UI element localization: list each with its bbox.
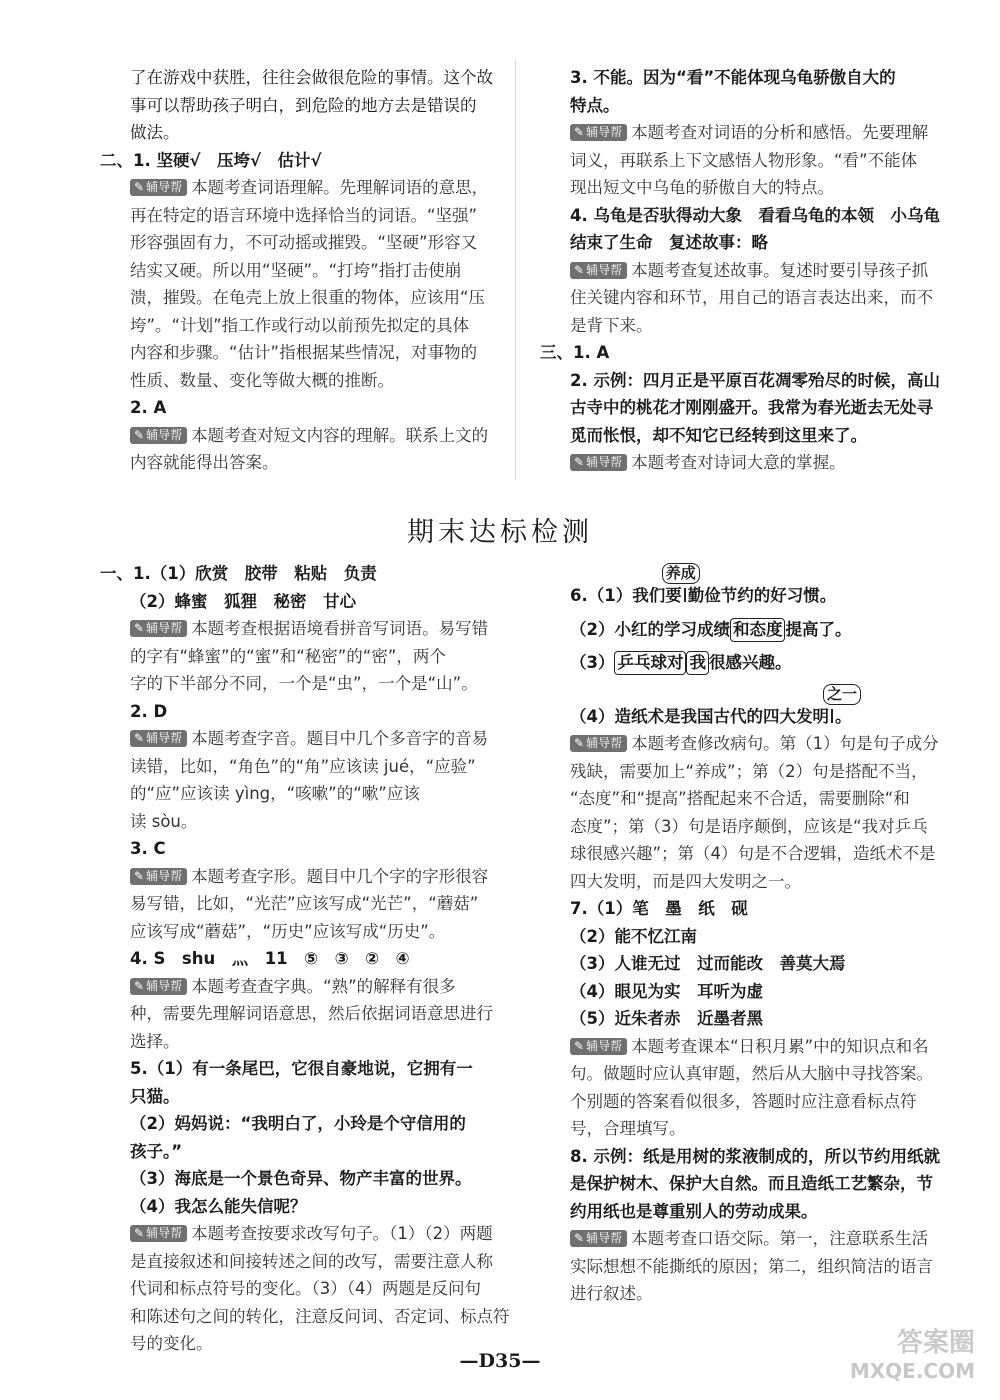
- answer-q6-2: （2）小红的学习成绩 和态度 提高了。: [540, 616, 970, 644]
- note-line: 是直接叙述和间接转述之间的改写，需要注意人称: [130, 1251, 493, 1271]
- note-line: “态度”和“提高”搭配起来不合适，需要删除“和: [570, 789, 910, 808]
- note-line: 态度”；第（3）句是语序颠倒，应该是“我对乒乓: [570, 816, 928, 836]
- pencil-icon: ✎ 辅导帮: [130, 978, 187, 995]
- note-line: 号的变化。: [130, 1334, 213, 1353]
- note-line: 代词和标点符号的变化。（3）（4）两题是反问句: [130, 1279, 481, 1298]
- note-line: 结实又硬。所以用“坚硬”。“打垮”指打击使崩: [130, 260, 462, 280]
- text-line: 了在游戏中获胜，往往会做很危险的事情。这个故: [130, 68, 493, 87]
- note-line: 选择。: [130, 1031, 180, 1051]
- pencil-icon: ✎ 辅导帮: [130, 620, 187, 637]
- note-line: ✎ 辅导帮 本题考查复述故事。复述时要引导孩子抓: [540, 257, 970, 285]
- note-line: 溃，摧毁。在龟壳上放上很重的物体，应该用“压: [130, 288, 486, 307]
- answer-q5: （2）妈妈说：“我明白了，小玲是个守信用的: [130, 1114, 466, 1133]
- note-line: 号，合理填写。: [570, 1119, 686, 1138]
- watermark: 答案圈 MXQE.COM: [849, 1328, 975, 1383]
- pencil-icon: ✎ 辅导帮: [570, 1230, 627, 1247]
- note-line: ✎ 辅导帮 本题考查对诗词大意的掌握。: [540, 449, 970, 477]
- answer-q5: 孩子。”: [130, 1141, 183, 1161]
- note-line: ✎ 辅导帮 本题考查按要求改写句子。（1）（2）两题: [100, 1220, 510, 1248]
- note-line: 易写错，比如，“光茫”应该写成“光芒”，“蘑菇”: [130, 894, 479, 913]
- note-line: 住关键内容和环节，用自己的语言表达出来，而不: [570, 288, 933, 307]
- answer-q3: 3. 不能。因为“看”不能体现乌龟骄傲自大的: [570, 68, 896, 87]
- note-line: 垮”。“计划”指工作或行动以前预先拟定的具体: [130, 315, 470, 335]
- note-line: 内容和步骤。“估计”指根据某些情况，对事物的: [130, 343, 478, 362]
- insert-mark: 之一: [823, 684, 861, 705]
- answer-q8: 8. 示例：纸是用树的浆液制成的，所以节约用纸就: [570, 1146, 940, 1166]
- text-line: 做法。: [130, 123, 180, 142]
- answer-q4: 4. S shu 灬 11 ⑤ ③ ② ④: [130, 949, 410, 968]
- bottom-left-column: [100, 560, 510, 1358]
- answer-s3-2: 2. 示例：四月正是平原百花凋零殆尽的时候，高山: [570, 370, 940, 390]
- top-right-column: [540, 64, 970, 477]
- note-line: 的字有“蜂蜜”的“蜜”和“秘密”的“密”，两个: [130, 646, 446, 666]
- answer-s3-1: 三、1. A: [540, 343, 610, 362]
- answer-q3: 特点。: [570, 95, 620, 115]
- answer-q8: 是保护树木、保护大自然。而且造纸工艺繁杂，节: [570, 1174, 933, 1193]
- answer-q5: （3）海底是一个景色奇异、物产丰富的世界。: [130, 1169, 472, 1188]
- answer-q7: （4）眼见为实 耳听为虚: [570, 981, 763, 1001]
- note-line: 形容强固有力，不可动摇或摧毁。“坚硬”形容又: [130, 233, 478, 252]
- delete-mark: 和态度: [730, 618, 786, 642]
- note-line: ✎ 辅导帮 本题考查词语理解。先理解词语的意思，: [100, 174, 510, 202]
- answer-q2-2: 2. A: [130, 398, 167, 417]
- insert-mark: 养成: [662, 563, 700, 584]
- answer-q2: 2. D: [130, 701, 168, 721]
- answer-q6-1: 6.（1）我们要 养成 勤俭节约的好习惯。: [570, 564, 837, 605]
- note-line: ✎ 辅导帮 本题考查字形。题目中几个字的字形很容: [100, 863, 510, 891]
- note-line: ✎ 辅导帮 本题考查口语交际。第一，注意联系生活: [540, 1225, 970, 1253]
- answer-q7: 7.（1）笔 墨 纸 砚: [570, 899, 748, 918]
- caret-icon: [684, 588, 686, 602]
- note-line: 球很感兴趣”；第（4）句是不合逻辑，造纸术不是: [570, 844, 936, 863]
- pencil-icon: ✎ 辅导帮: [570, 262, 627, 279]
- answer-q6-4: （4）造纸术是我国古代的四大发明 之一 。: [540, 703, 970, 731]
- caret-icon: [831, 709, 833, 723]
- note-line: ✎ 辅导帮 本题考查修改病句。第（1）句是句子成分: [540, 730, 970, 758]
- answer-q8: 约用纸也是尊重别人的劳动成果。: [570, 1201, 818, 1221]
- note-line: 应该写成“蘑菇”，“历史”应该写成“历史”。: [130, 921, 446, 941]
- note-line: 内容就能得出答案。: [130, 453, 279, 472]
- note-line: 句。做题时应认真审题，然后从大脑中寻找答案。: [570, 1064, 933, 1083]
- note-line: 字的下半部分不同，一个是“虫”，一个是“山”。: [130, 674, 478, 693]
- pencil-icon: ✎ 辅导帮: [570, 735, 627, 752]
- answer-q3: 3. C: [130, 839, 166, 858]
- note-line: ✎ 辅导帮 本题考查对短文内容的理解。联系上文的: [100, 422, 510, 450]
- note-line: 四大发明，而是四大发明之一。: [570, 871, 801, 891]
- note-line: 读 sòu。: [130, 811, 198, 831]
- note-line: 性质、数量、变化等做大概的推断。: [130, 370, 394, 390]
- answer-s3-2: 古寺中的桃花才刚刚盛开。我常为春光逝去无处寻: [570, 398, 933, 417]
- note-line: 词义，再联系上下文感悟人物形象。“看”不能体: [570, 150, 918, 170]
- swap-mark: 乒乓球对: [614, 651, 686, 675]
- top-left-column: [100, 64, 510, 477]
- answer-q4: 4. 乌龟是否驮得动大象 看看乌龟的本领 小乌龟: [570, 205, 940, 225]
- note-line: ✎ 辅导帮 本题考查课本“日积月累”中的知识点和名: [540, 1033, 970, 1061]
- note-line: 的“应”应该读 yìng，“咳嗽”的“嗽”应该: [130, 784, 420, 803]
- pencil-icon: ✎ 辅导帮: [570, 1038, 627, 1055]
- pencil-icon: ✎ 辅导帮: [130, 868, 187, 885]
- note-line: 现出短文中乌龟的骄傲自大的特点。: [570, 178, 834, 197]
- pencil-icon: ✎ 辅导帮: [130, 427, 187, 444]
- page-number: —D35—: [459, 1350, 541, 1372]
- note-line: 种，需要先理解词语意思，然后依据词语意思进行: [130, 1004, 493, 1023]
- pencil-icon: ✎ 辅导帮: [130, 179, 187, 196]
- note-line: 残缺，需要加上“养成”；第（2）句是搭配不当，: [570, 761, 928, 781]
- note-line: 再在特定的语言环境中选择恰当的词语。“坚强”: [130, 205, 478, 225]
- bottom-right-column: [540, 564, 970, 1308]
- answer-q5: 5.（1）有一条尾巴，它很自豪地说，它拥有一: [130, 1059, 473, 1078]
- answer-q7: （3）人谁无过 过而能改 善莫大焉: [570, 954, 846, 973]
- text-line: 事可以帮助孩子明白，到危险的地方去是错误的: [130, 95, 477, 115]
- pencil-icon: ✎ 辅导帮: [130, 730, 187, 747]
- note-line: 读错，比如，“角色”的“角”应该读 jué，“应验”: [130, 756, 476, 776]
- answer-q6-3: （3） 乒乓球对 我 很感兴趣。: [540, 649, 970, 677]
- answer-q7: （5）近朱者赤 近墨者黑: [570, 1009, 763, 1028]
- section-title: 期末达标检测: [407, 517, 593, 548]
- pencil-icon: ✎ 辅导帮: [130, 1225, 187, 1242]
- note-line: ✎ 辅导帮 本题考查对词语的分析和感悟。先要理解: [540, 119, 970, 147]
- note-line: 是背下来。: [570, 315, 653, 335]
- note-line: ✎ 辅导帮 本题考查根据语境看拼音写词语。易写错: [100, 615, 510, 643]
- answer-q1-1: 一、1.（1）欣赏 胶带 粘贴 负责: [100, 564, 377, 583]
- pencil-icon: ✎ 辅导帮: [570, 454, 627, 471]
- answer-s3-2: 觅而怅恨，却不知它已经转到这里来了。: [570, 425, 867, 445]
- answer-q5: （4）我怎么能失信呢？: [130, 1196, 307, 1216]
- answer-q7: （2）能不忆江南: [570, 926, 697, 946]
- note-line: ✎ 辅导帮 本题考查查字典。“熟”的解释有很多: [100, 973, 510, 1001]
- swap-mark: 我: [686, 651, 709, 675]
- note-line: 和陈述句之间的转化，注意反问词、否定词、标点符: [130, 1306, 510, 1326]
- answer-q5: 只猫。: [130, 1086, 180, 1106]
- note-line: ✎ 辅导帮 本题考查字音。题目中几个多音字的音易: [100, 725, 510, 753]
- pencil-icon: ✎ 辅导帮: [570, 124, 627, 141]
- note-line: 实际想想不能撕纸的原因；第二，组织简洁的语言: [570, 1256, 933, 1276]
- note-line: 进行叙述。: [570, 1284, 653, 1303]
- answer-q4: 结束了生命 复述故事：略: [570, 233, 768, 252]
- answer-q1-1b: （2）蜂蜜 狐狸 秘密 甘心: [130, 591, 356, 611]
- note-line: 个别题的答案看似很多，答题时应注意看标点符: [570, 1091, 917, 1111]
- column-divider: [515, 60, 516, 480]
- answer-q2-1: 二、1. 坚硬√ 压垮√ 估计√: [100, 150, 322, 170]
